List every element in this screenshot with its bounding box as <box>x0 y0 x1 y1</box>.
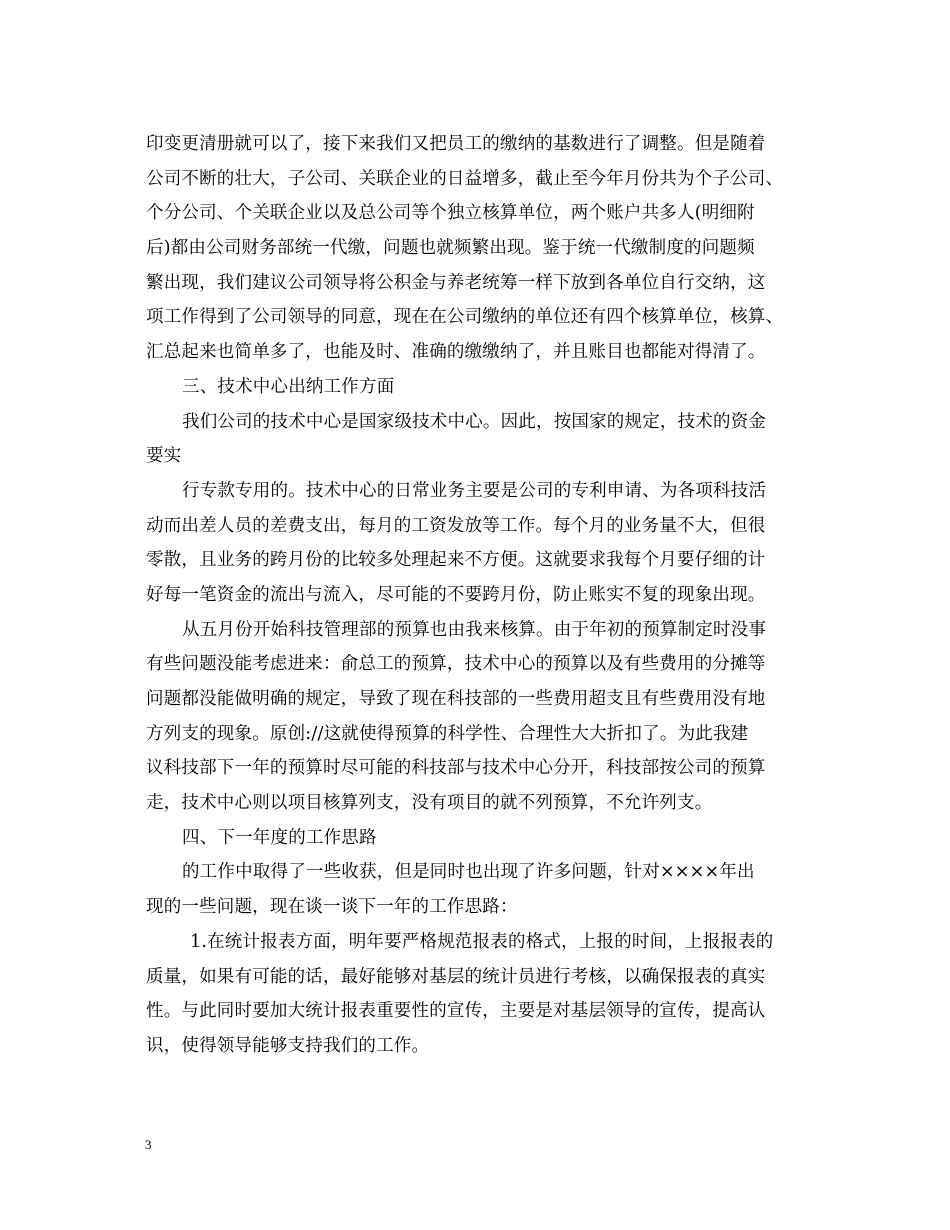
text-line: 繁出现，我们建议公司领导将公积金与养老统筹一样下放到各单位自行交纳，这 <box>146 272 766 293</box>
text-line: 后)都由公司财务部统一代缴，问题也就频繁出现。鉴于统一代缴制度的问题频 <box>146 238 755 259</box>
text-line: 动而出差人员的差费支出，每月的工资发放等工作。每个月的业务量不大，但很 <box>146 515 766 536</box>
page-number: 3 <box>145 1137 152 1152</box>
text-line: 质量，如果有可能的话，最好能够对基层的统计员进行考核，以确保报表的真实 <box>146 966 766 987</box>
text-line: 方列支的现象。原创://这就使得预算的科学性、合理性大大折扣了。为此我建 <box>146 723 749 744</box>
list-item: 1.在统计报表方面，明年要严格规范报表的格式，上报的时间，上报报表的 <box>190 931 774 952</box>
text-line: 的工作中取得了一些收获，但是同时也出现了许多问题，针对××××年出 <box>182 862 755 883</box>
text-line: 议科技部下一年的预算时尽可能的科技部与技术中心分开，科技部按公司的预算 <box>146 758 766 779</box>
text-line: 印变更清册就可以了，接下来我们又把员工的缴纳的基数进行了调整。但是随着 <box>146 134 766 154</box>
text-line: 公司不断的壮大，子公司、关联企业的日益增多，截止至今年月份共为个子公司、 <box>146 168 784 189</box>
text-line: 从五月份开始科技管理部的预算也由我来核算。由于年初的预算制定时没事 <box>182 619 767 640</box>
text-line: 识，使得领导能够支持我们的工作。 <box>146 1035 430 1056</box>
text-line: 好每一笔资金的流出与流入，尽可能的不要跨月份，防止账实不复的现象出现。 <box>146 584 766 605</box>
text-line: 有些问题没能考虑进来：俞总工的预算，技术中心的预算以及有些费用的分摊等 <box>146 654 766 675</box>
text-line: 项工作得到了公司领导的同意，现在在公司缴纳的单位还有四个核算单位，核算、 <box>146 307 784 328</box>
text-line: 走，技术中心则以项目核算列支，没有项目的就不列预算，不允许列支。 <box>146 793 713 814</box>
section-heading: 三、技术中心出纳工作方面 <box>182 376 395 397</box>
body-text <box>146 127 816 1064</box>
text-line: 汇总起来也简单多了，也能及时、准确的缴缴纳了，并且账目也都能对得清了。 <box>146 342 766 363</box>
text-line: 行专款专用的。技术中心的日常业务主要是公司的专利申请、为各项科技活 <box>182 480 767 501</box>
text-line: 要实 <box>146 446 182 467</box>
text-line: 我们公司的技术中心是国家级技术中心。因此，按国家的规定，技术的资金 <box>182 411 767 432</box>
text-line: 个分公司、个关联企业以及总公司等个独立核算单位，两个账户共多人(明细附 <box>146 203 755 224</box>
text-line: 问题都没能做明确的规定，导致了现在科技部的一些费用超支且有些费用没有地 <box>146 689 766 709</box>
section-heading: 四、下一年度的工作思路 <box>182 827 377 848</box>
text-line: 现的一些问题，现在谈一谈下一年的工作思路： <box>146 897 518 918</box>
text-line: 性。与此同时要加大统计报表重要性的宣传，主要是对基层领导的宣传，提高认 <box>146 1001 766 1022</box>
text-line: 零散，且业务的跨月份的比较多处理起来不方便。这就要求我每个月要仔细的计 <box>146 550 766 571</box>
